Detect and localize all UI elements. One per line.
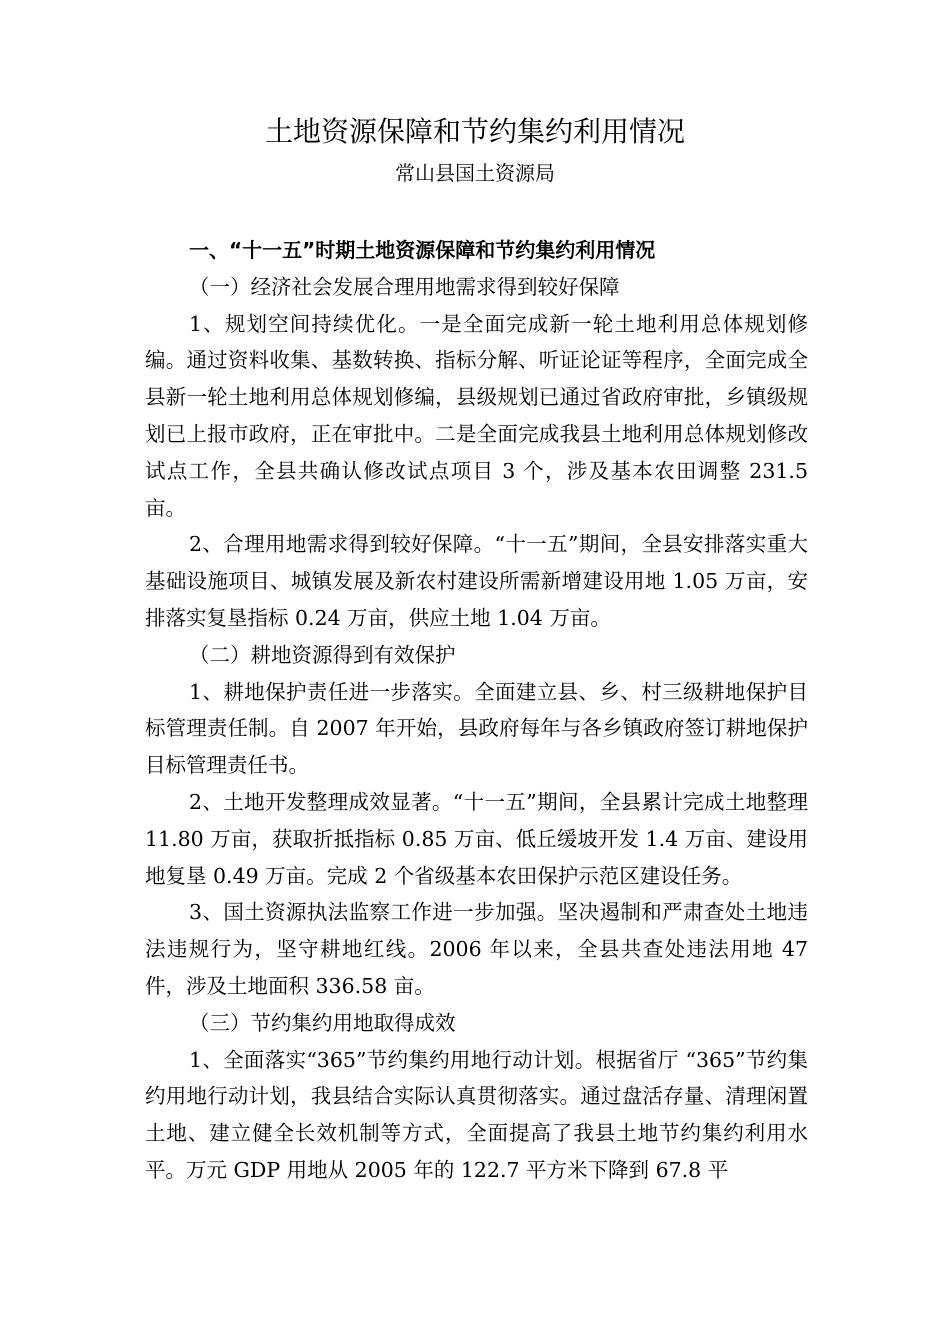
heading-level-1: 一、“十一五”时期土地资源保障和节约集约利用情况 xyxy=(189,238,656,262)
section-3-heading: （三）节约集约用地取得成效 xyxy=(189,1010,456,1035)
section-3-paragraph-1: 1、全面落实“365”节约集约用地行动计划。根据省厅 “365”节约集约用地行动计划，我县结合实际认真贯彻落实。通过盘活存量、清理闲置土地、建立健全长效机制等方式，全面提高了我县土地节约集约利用水平。万元 GDP 用地从 2005 年的 122.7 平方米下降到 67.8 平 xyxy=(145,1047,808,1182)
section-1-paragraph-2: 2、合理用地需求得到较好保障。“十一五”期间，全县安排落实重大基础设施项目、城镇发展及新农村建设所需新增建设用地 1.05 万亩，安排落实复垦指标 0.24 万亩，供应土地 1.04 万亩。 xyxy=(145,532,808,630)
section-2-heading: （二）耕地资源得到有效保护 xyxy=(189,642,456,667)
document-body xyxy=(145,232,808,1189)
section-2-paragraph-1: 1、耕地保护责任进一步落实。全面建立县、乡、村三级耕地保护目标管理责任制。自 2007 年开始，县政府每年与各乡镇政府签订耕地保护目标管理责任书。 xyxy=(145,679,808,778)
document-title: 土地资源保障和节约集约利用情况 xyxy=(264,115,685,148)
section-1-paragraph-1: 1、规划空间持续优化。一是全面完成新一轮土地利用总体规划修编。通过资料收集、基数转换、指标分解、听证论证等程序，全面完成全县新一轮土地利用总体规划修编，县级规划已通过省政府审批，乡镇级规划已上报市政府，正在审批中。二是全面完成我县土地利用总体规划修改试点工作，全县共确认修改试点项目 3 个，涉及基本农田调整 231.5 亩。 xyxy=(145,311,808,520)
document-author: 常山县国土资源局 xyxy=(395,161,555,185)
section-2-paragraph-3: 3、国土资源执法监察工作进一步加强。坚决遏制和严肃查处土地违法违规行为，坚守耕地红线。2006 年以来，全县共查处违法用地 47 件，涉及土地面积 336.58 亩。 xyxy=(145,900,808,998)
section-2-paragraph-2: 2、土地开发整理成效显著。“十一五”期间，全县累计完成土地整理 11.80 万亩，获取折抵指标 0.85 万亩、低丘缓坡开发 1.4 万亩、建设用地复垦 0.49 万亩。完成 2 个省级基本农田保护示范区建设任务。 xyxy=(145,789,808,888)
section-1-heading: （一）经济社会发展合理用地需求得到较好保障 xyxy=(189,274,620,299)
